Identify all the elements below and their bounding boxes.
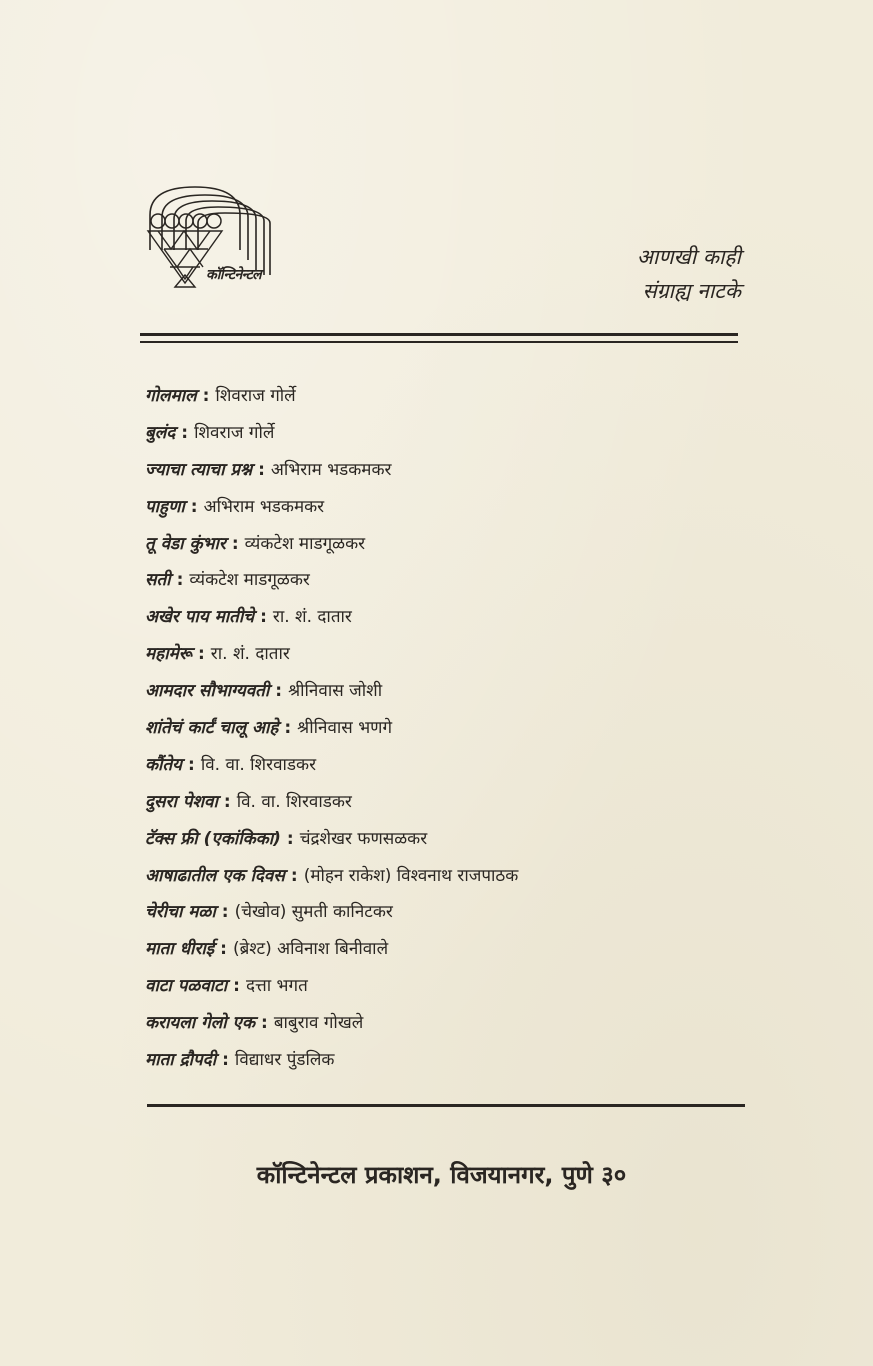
play-title: शांतेचं कार्टं चालू आहे xyxy=(145,718,279,739)
separator: : xyxy=(223,791,231,812)
play-title: वाटा पळवाटा xyxy=(145,976,228,997)
play-author: दत्ता भगत xyxy=(245,976,308,997)
publisher-imprint: कॉन्टिनेन्टल प्रकाशन, विजयानगर, पुणे ३० xyxy=(256,1161,627,1189)
publisher-logo-text: कॉन्टिनेन्टल xyxy=(206,267,262,283)
list-item xyxy=(145,419,765,456)
separator: : xyxy=(260,607,267,628)
play-author: व्यंकटेश माडगूळकर xyxy=(244,533,366,554)
play-author: (मोहन राकेश) विश्वनाथ राजपाठक xyxy=(303,865,519,886)
play-author: अभिराम भडकमकर xyxy=(270,459,392,480)
plays-list xyxy=(145,382,765,1083)
list-item xyxy=(145,382,765,419)
list-item xyxy=(145,530,765,567)
separator: : xyxy=(275,681,283,702)
play-title: करायला गेलो एक xyxy=(145,1013,255,1034)
list-item xyxy=(145,972,765,1009)
play-author: वि. वा. शिरवाडकर xyxy=(236,791,352,812)
play-author: रा. शं. दातार xyxy=(210,644,290,665)
separator: : xyxy=(286,828,294,849)
series-heading xyxy=(637,240,741,308)
separator: : xyxy=(290,865,298,886)
play-title: माता द्रौपदी xyxy=(145,1050,217,1071)
list-item xyxy=(145,603,765,640)
list-item xyxy=(145,1009,765,1046)
separator: : xyxy=(284,718,292,739)
play-author: चंद्रशेखर फणसळकर xyxy=(299,828,428,849)
list-item xyxy=(145,493,765,530)
play-title: चेरीचा मळा xyxy=(145,902,216,923)
separator: : xyxy=(188,754,195,775)
play-author: (चेखोव) सुमती कानिटकर xyxy=(234,902,393,923)
play-author: रा. शं. दातार xyxy=(272,607,352,628)
top-rule-thick xyxy=(140,333,738,336)
play-author: व्यंकटेश माडगूळकर xyxy=(189,570,310,591)
separator: : xyxy=(222,1050,229,1071)
separator: : xyxy=(233,976,240,997)
separator: : xyxy=(220,939,227,960)
list-item xyxy=(145,1046,765,1083)
play-author: बाबुराव गोखले xyxy=(273,1013,364,1034)
separator: : xyxy=(221,902,229,923)
play-title: कौंतेय xyxy=(145,754,183,775)
list-item xyxy=(145,640,765,677)
play-title: गोलमाल xyxy=(145,386,197,406)
play-title: अखेर पाय मातीचे xyxy=(145,607,255,628)
play-author: अभिराम भडकमकर xyxy=(203,496,325,517)
list-item xyxy=(145,677,765,714)
play-author: विद्याधर पुंडलिक xyxy=(234,1050,335,1071)
list-item xyxy=(145,862,765,899)
play-title: टॅक्स फ्री (एकांकिका) xyxy=(145,828,281,849)
separator: : xyxy=(181,422,189,443)
play-title: आमदार सौभाग्यवती xyxy=(145,681,270,702)
play-title: तू वेडा कुंभार xyxy=(145,533,226,554)
play-author: शिवराज गोर्ले xyxy=(194,422,275,443)
separator: : xyxy=(261,1013,268,1034)
play-author: शिवराज गोर्ले xyxy=(215,386,296,406)
play-title: आषाढातील एक दिवस xyxy=(145,865,285,886)
list-item xyxy=(145,825,765,862)
list-item xyxy=(145,788,765,825)
series-heading-line-1: आणखी काही xyxy=(636,245,741,269)
play-title: महामेरू xyxy=(145,644,192,665)
list-item xyxy=(145,566,765,603)
separator: : xyxy=(190,496,198,517)
list-item xyxy=(145,898,765,935)
separator: : xyxy=(197,644,205,665)
list-item xyxy=(145,751,765,788)
play-title: दुसरा पेशवा xyxy=(145,791,218,812)
separator: : xyxy=(258,459,265,480)
separator: : xyxy=(202,386,210,406)
series-heading-line-2: संग्राह्य नाटके xyxy=(642,279,741,303)
play-author: (ब्रेश्ट) अविनाश बिनीवाले xyxy=(232,939,389,960)
play-title: ज्याचा त्याचा प्रश्न xyxy=(145,459,253,480)
play-title: माता धीराई xyxy=(145,939,215,960)
separator: : xyxy=(231,533,239,554)
list-item xyxy=(145,935,765,972)
play-author: श्रीनिवास जोशी xyxy=(288,681,383,702)
play-author: वि. वा. शिरवाडकर xyxy=(200,754,317,775)
list-item xyxy=(145,714,765,751)
play-title: पाहुणा xyxy=(145,496,185,517)
top-double-rule xyxy=(140,333,738,345)
top-rule-thin xyxy=(140,341,738,343)
bottom-rule xyxy=(147,1104,745,1107)
play-title: सती xyxy=(145,570,171,591)
list-item xyxy=(145,456,765,493)
separator: : xyxy=(176,570,184,591)
play-author: श्रीनिवास भणगे xyxy=(297,718,393,739)
play-title: बुलंद xyxy=(145,422,176,443)
